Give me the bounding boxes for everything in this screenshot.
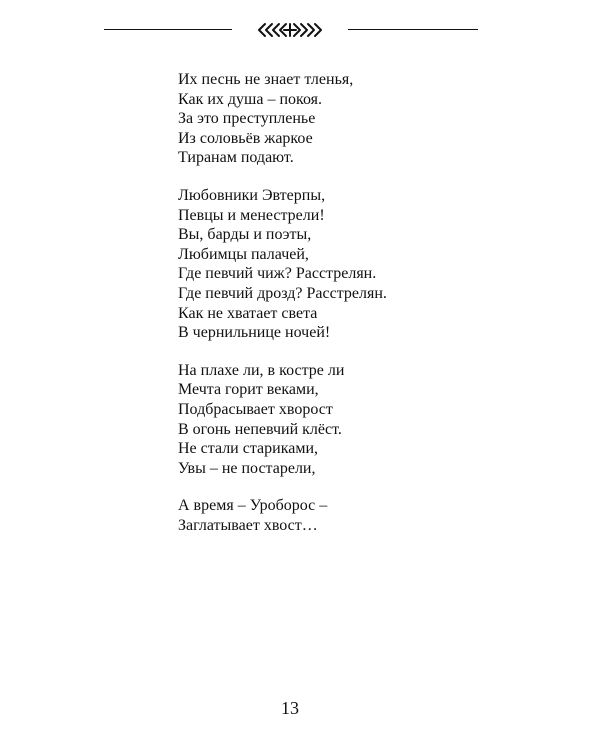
poem-line: Увы – не постарели, [178, 459, 316, 477]
header-rule-left [104, 29, 232, 30]
poem-line: Тиранам подают. [178, 149, 294, 167]
header-rule-right [348, 29, 478, 30]
poem-body [178, 70, 498, 553]
poem-line: За это преступленье [178, 110, 316, 128]
poem-line: А время – Уроборос – [178, 497, 328, 515]
page-number: 13 [281, 698, 299, 718]
poem-line: Как не хватает света [178, 304, 318, 322]
poem-line: Не стали стариками, [178, 440, 319, 458]
poem-line: В чернильнице ночей! [178, 324, 331, 342]
poem-line: Их песнь не знает тленья, [178, 71, 354, 88]
herringbone-ornament-icon [257, 18, 323, 42]
stanza-2 [178, 186, 498, 343]
poem-line: На плахе ли, в костре ли [178, 361, 345, 379]
stanza-1 [178, 70, 498, 168]
poem-line: Где певчий чиж? Расстрелян. [178, 265, 377, 283]
poem-line: Из соловьёв жаркое [178, 129, 313, 147]
poem-line: Мечта горит веками, [178, 381, 319, 399]
poem-line: Вы, барды и поэты, [178, 226, 312, 244]
poem-line: Певцы и менестрели! [178, 206, 325, 224]
stanza-3 [178, 361, 498, 479]
header-ornament [0, 8, 600, 36]
poem-line: В огонь непевчий клёст. [178, 420, 342, 438]
poem-line: Заглатывает хвост… [178, 516, 318, 534]
poem-line: Любимцы палачей, [178, 245, 309, 263]
poem-line: Как их душа – покоя. [178, 90, 323, 108]
poem-line: Любовники Эвтерпы, [178, 186, 326, 204]
poem-line: Подбрасывает хворост [178, 400, 333, 418]
stanza-4 [178, 496, 498, 535]
poem-line: Где певчий дрозд? Расстрелян. [178, 284, 387, 302]
